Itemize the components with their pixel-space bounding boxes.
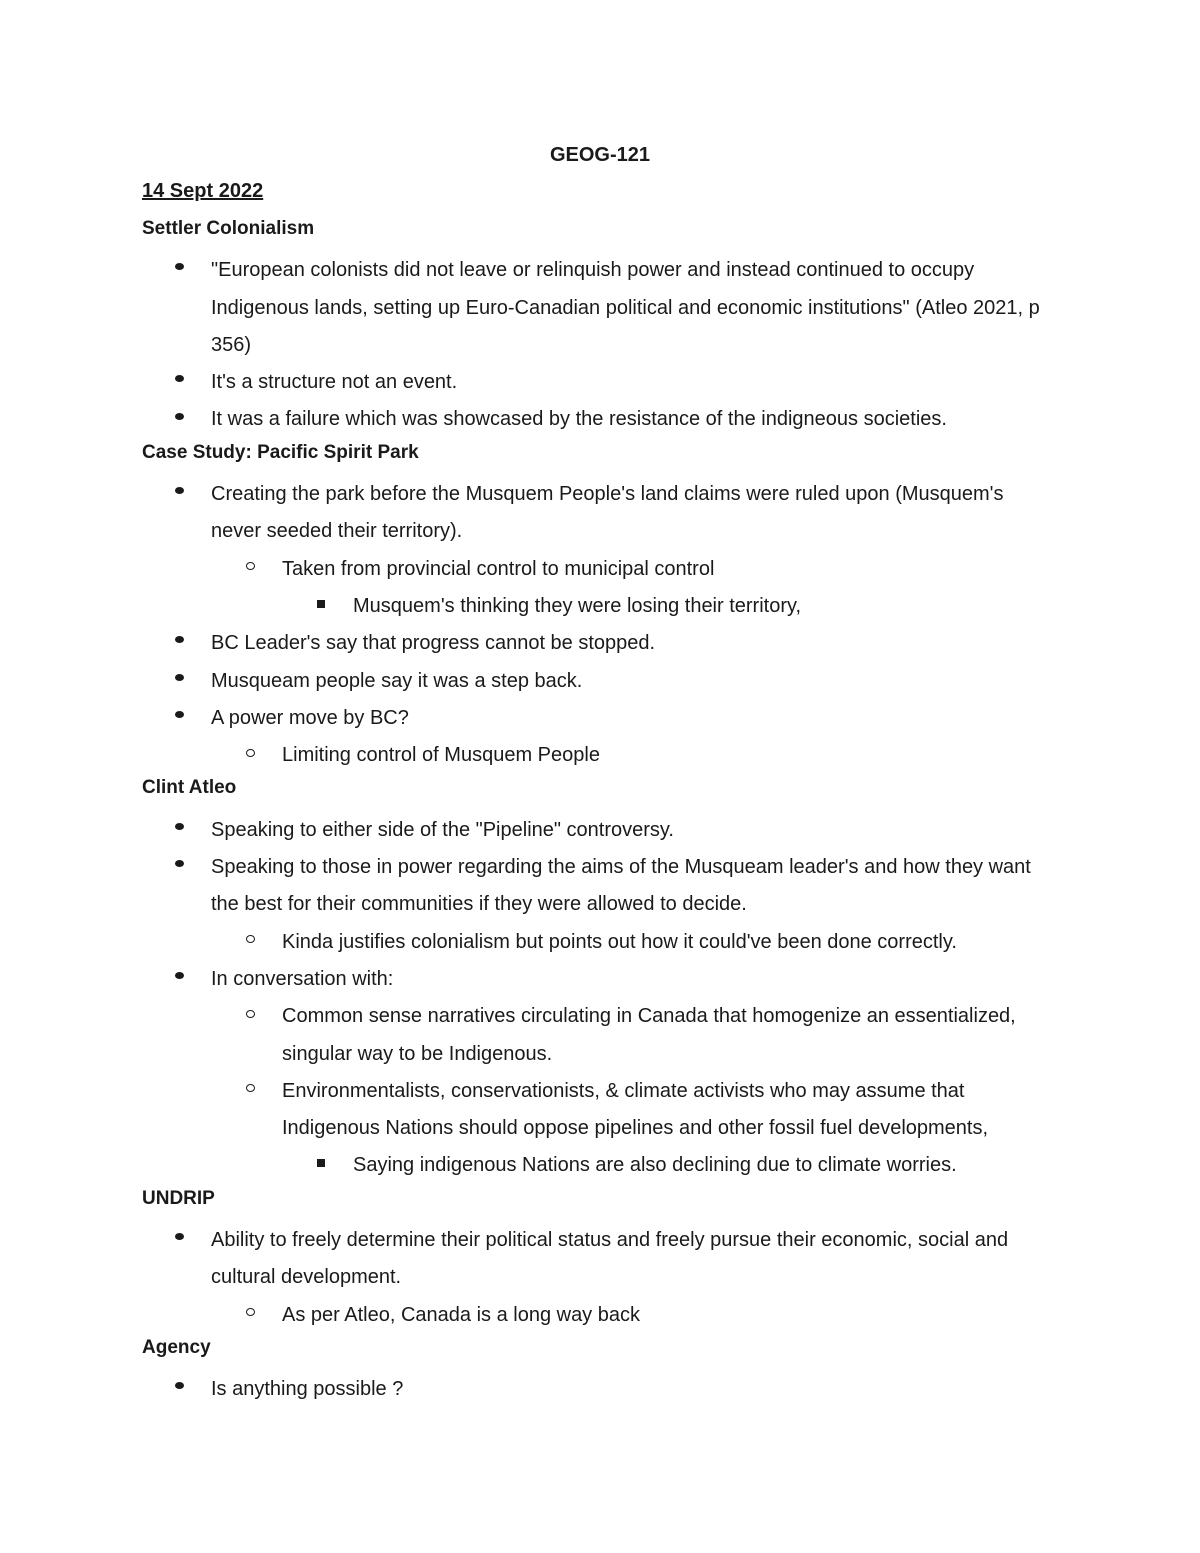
list-item-text: Creating the park before the Musquem People's land claims were ruled upon (Musquem's never seeded their territory). xyxy=(211,483,1004,543)
list-item xyxy=(211,961,1056,998)
list-item-text: Kinda justifies colonialism but points out how it could've been done correctly. xyxy=(282,930,957,953)
bullet-circle-icon xyxy=(243,1297,257,1334)
section-heading: UNDRIP xyxy=(142,1187,215,1209)
list-item xyxy=(282,924,1052,961)
list-item xyxy=(211,625,1056,662)
section-heading: Agency xyxy=(142,1336,211,1358)
bullet-dot-icon xyxy=(172,812,186,849)
list-item xyxy=(211,1371,1056,1408)
list-item-text: In conversation with: xyxy=(211,967,394,990)
bullet-dot-icon xyxy=(172,625,186,662)
list-item xyxy=(211,663,1056,700)
bullet-circle-icon xyxy=(243,924,257,961)
list-item xyxy=(211,849,1056,924)
list-item xyxy=(211,700,1056,737)
list-item xyxy=(353,588,1053,625)
bullet-dot-icon xyxy=(172,1371,186,1408)
list-item-text: As per Atleo, Canada is a long way back xyxy=(282,1303,640,1326)
bullet-dot-icon xyxy=(172,401,186,438)
section-heading: Clint Atleo xyxy=(142,777,237,799)
list-item xyxy=(211,476,1056,551)
list-item xyxy=(211,401,1056,438)
list-item xyxy=(282,551,1052,588)
list-item-text: Ability to freely determine their political status and freely pursue their economic, social and cultural development. xyxy=(211,1229,1009,1289)
bullet-dot-icon xyxy=(172,849,186,886)
document-title: GEOG-121 xyxy=(549,144,651,166)
section-heading: Case Study: Pacific Spirit Park xyxy=(142,441,419,463)
list-item xyxy=(211,1222,1056,1297)
list-item xyxy=(353,1147,1053,1184)
list-item-text: Common sense narratives circulating in Canada that homogenize an essentialized, singular way to be Indigenous. xyxy=(282,1005,1016,1065)
bullet-square-icon xyxy=(314,588,328,625)
list-item xyxy=(211,364,1056,401)
list-item xyxy=(211,252,1056,364)
bullet-dot-icon xyxy=(172,700,186,737)
list-item xyxy=(282,998,1052,1073)
list-item-text: Taken from provincial control to municipal control xyxy=(282,557,715,580)
list-item-text: It was a failure which was showcased by the resistance of the indigneous societies. xyxy=(211,408,947,431)
list-item-text: BC Leader's say that progress cannot be stopped. xyxy=(211,632,656,655)
list-item-text: "European colonists did not leave or relinquish power and instead continued to occupy Indigenous lands, setting up Euro-Canadian political and economic institutions" (Atleo 2021, p 356) xyxy=(211,259,1040,356)
list-item-text: Speaking to those in power regarding the aims of the Musqueam leader's and how they want the best for their communities if they were allowed to decide. xyxy=(211,856,1031,916)
list-item-text: Musquem's thinking they were losing their territory, xyxy=(353,594,802,617)
list-item xyxy=(211,812,1056,849)
list-item-text: Musqueam people say it was a step back. xyxy=(211,669,583,692)
list-item xyxy=(282,1073,1052,1148)
bullet-circle-icon xyxy=(243,551,257,588)
list-item-text: Environmentalists, conservationists, & climate activists who may assume that Indigenous Nations should oppose pipelines and other fossil fuel developments, xyxy=(282,1079,989,1140)
bullet-dot-icon xyxy=(172,364,186,401)
bullet-dot-icon xyxy=(172,663,186,700)
notes-content xyxy=(0,215,1200,1409)
bullet-circle-icon xyxy=(243,1073,257,1110)
list-item-text: Is anything possible ? xyxy=(211,1378,404,1401)
list-item-text: It's a structure not an event. xyxy=(211,371,458,394)
document-date: 14 Sept 2022 xyxy=(142,180,264,202)
list-item-text: Limiting control of Musquem People xyxy=(282,744,600,767)
bullet-square-icon xyxy=(314,1147,328,1184)
bullet-dot-icon xyxy=(172,476,186,513)
bullet-circle-icon xyxy=(243,998,257,1035)
list-item xyxy=(282,737,1052,774)
bullet-dot-icon xyxy=(172,252,186,289)
list-item xyxy=(282,1297,1052,1334)
list-item-text: Speaking to either side of the "Pipeline" controversy. xyxy=(211,818,674,841)
bullet-dot-icon xyxy=(172,961,186,998)
list-item-text: Saying indigenous Nations are also declining due to climate worries. xyxy=(353,1154,957,1177)
section-heading: Settler Colonialism xyxy=(142,218,315,239)
bullet-circle-icon xyxy=(243,737,257,774)
bullet-dot-icon xyxy=(172,1222,186,1259)
list-item-text: A power move by BC? xyxy=(211,706,409,729)
